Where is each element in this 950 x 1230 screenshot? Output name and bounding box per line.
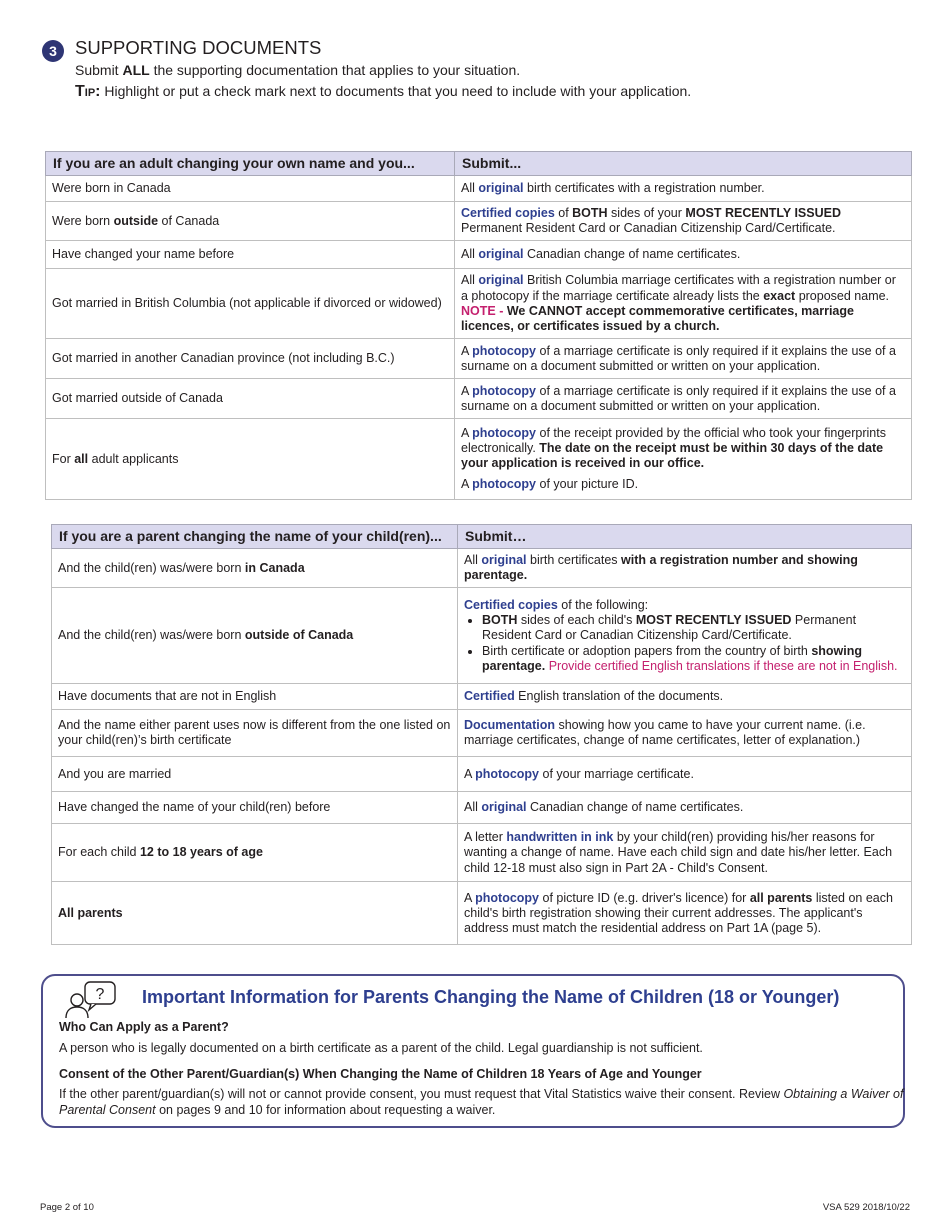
info-heading-who-can-apply: Who Can Apply as a Parent? xyxy=(59,1020,229,1034)
text-run: A xyxy=(464,766,476,781)
highlight-term: original xyxy=(478,273,524,288)
submit-text xyxy=(461,202,905,240)
text-run: outside xyxy=(113,213,159,228)
situation-cell xyxy=(52,549,458,588)
text-run: sides of each child's xyxy=(517,613,636,628)
form-code: VSA 529 2018/10/22 xyxy=(822,1202,910,1213)
table-row xyxy=(52,588,912,684)
table-row xyxy=(52,824,912,882)
text-run: A xyxy=(461,425,473,440)
text-run: A xyxy=(461,343,473,358)
parent-question-icon xyxy=(63,980,117,1020)
highlight-term: photocopy xyxy=(472,425,537,440)
situation-cell: Got married in British Columbia (not applicable if divorced or widowed) xyxy=(46,269,455,339)
list-item xyxy=(482,644,905,674)
adult-table-header-right: Submit... xyxy=(455,152,912,176)
text-run: MOST RECENTLY ISSUED xyxy=(685,206,841,220)
text-run: showing parentage. xyxy=(482,643,863,673)
text-run: A xyxy=(464,890,476,905)
text-run: all xyxy=(74,451,89,466)
table-row xyxy=(52,684,912,710)
important-info-box xyxy=(41,974,905,1128)
submit-cell xyxy=(458,588,912,684)
document-bullet-list xyxy=(464,613,905,678)
table-row xyxy=(52,757,912,792)
text-run: with a registration number and showing parentage. xyxy=(464,553,858,583)
submit-cell xyxy=(455,269,912,339)
highlight-term: original xyxy=(478,180,524,195)
situation-cell xyxy=(52,588,458,684)
child-table-header-left: If you are a parent changing the name of your child(ren)... xyxy=(52,525,458,549)
submit-text xyxy=(464,887,905,941)
info-heading-consent: Consent of the Other Parent/Guardian(s) When Changing the Name of Children 18 Years of Age and Younger xyxy=(59,1067,702,1081)
text-run: For each child xyxy=(58,845,140,860)
list-item xyxy=(482,613,905,643)
situation-cell: Have documents that are not in English xyxy=(52,684,458,710)
highlight-term: original xyxy=(478,247,524,262)
text-run: proposed name. xyxy=(795,288,890,303)
submit-cell xyxy=(455,339,912,379)
text-run: birth certificates with a registration number. xyxy=(523,180,765,195)
page-number: Page 2 of 10 xyxy=(40,1202,94,1213)
submit-cell xyxy=(455,202,912,241)
adult-requirements-table xyxy=(45,151,912,500)
highlight-term: Certified copies xyxy=(461,206,555,220)
text-run: adult applicants xyxy=(88,451,179,466)
submit-cell xyxy=(455,241,912,269)
text-run: We CANNOT accept commemorative certificates, marriage licences, or certificates issued by a church. xyxy=(461,303,854,334)
table-row xyxy=(46,379,912,419)
text-run: in Canada xyxy=(244,560,305,575)
text-run: All xyxy=(464,800,482,815)
highlight-term: photocopy xyxy=(472,477,537,492)
text-run: Permanent Resident Card or Canadian Citizenship Card/Certificate. xyxy=(482,613,857,643)
table-row xyxy=(52,882,912,945)
section-tip: Tip: Highlight or put a check mark next to documents that you need to include with your application. xyxy=(75,83,692,100)
text-run: All parents xyxy=(58,905,123,920)
highlight-term: original xyxy=(481,553,527,567)
situation-cell xyxy=(52,882,458,945)
table-row xyxy=(46,269,912,339)
submit-cell xyxy=(458,824,912,882)
text-run: of xyxy=(554,206,573,220)
submit-text xyxy=(464,685,905,708)
text-run: of your picture ID. xyxy=(536,477,639,492)
situation-cell: And the name either parent uses now is different from the one listed on your child(ren)’s birth certificate xyxy=(52,710,458,757)
text-run: BOTH xyxy=(572,206,608,220)
text-run: A xyxy=(461,383,473,398)
situation-cell xyxy=(46,419,455,500)
text-run: listed on each child's birth registration showing their current addresses. The applicant's address must match the residential address on Part 1A (page 5). xyxy=(464,890,893,935)
info-paragraph-consent: If the other parent/guardian(s) will not or cannot provide consent, you must request that Vital Statistics waive their consent. Review Obtaining a Waiver of Parental Consent on pages 9 and 10 for information about requesting a waiver. xyxy=(59,1087,904,1117)
table-row xyxy=(52,710,912,757)
text-run: outside of Canada xyxy=(244,628,354,643)
submit-text xyxy=(464,826,905,880)
submit-text xyxy=(464,594,905,613)
text-run: of a marriage certificate is only required if it explains the use of a surname on a document submitted or written on your application. xyxy=(461,343,896,373)
text-run: of the following: xyxy=(557,597,649,612)
highlight-term: Certified xyxy=(464,689,515,704)
submit-text xyxy=(464,549,905,587)
text-run: of a marriage certificate is only required if it explains the use of a surname on a document submitted or written on your application. xyxy=(461,383,896,413)
highlight-term: Documentation xyxy=(464,718,555,733)
submit-text xyxy=(461,177,905,200)
submit-text xyxy=(464,714,905,752)
info-title: Important Information for Parents Changing the Name of Children (18 or Younger) xyxy=(142,987,840,1007)
text-run: Canadian change of name certificates. xyxy=(523,247,741,262)
text-run: all parents xyxy=(749,890,813,905)
table-row xyxy=(46,419,912,500)
text-run: Canadian change of name certificates. xyxy=(526,800,744,815)
submit-cell xyxy=(455,176,912,202)
situation-cell xyxy=(46,202,455,241)
submit-cell xyxy=(458,710,912,757)
text-run: BOTH xyxy=(482,613,518,628)
table-row xyxy=(52,549,912,588)
section-instruction: Submit ALL the supporting documentation that applies to your situation. xyxy=(75,62,521,78)
text-run: showing how you came to have your current name. (i.e. marriage certificates, change of name certificates, letter of explanation.) xyxy=(464,718,866,748)
text-run: exact xyxy=(763,288,796,303)
submit-text xyxy=(461,380,905,418)
text-run: of the receipt provided by the official who took your fingerprints electronically. xyxy=(461,425,886,456)
submit-text xyxy=(464,763,905,786)
text-run: And the child(ren) was/were born xyxy=(58,628,245,643)
info-paragraph-who-can-apply: A person who is legally documented on a birth certificate as a parent of the child. Legal guardianship is not sufficient. xyxy=(59,1041,703,1055)
text-run: 12 to 18 years of age xyxy=(139,845,263,860)
highlight-term: photocopy xyxy=(472,383,537,398)
situation-cell xyxy=(52,824,458,882)
text-run: All xyxy=(464,553,482,567)
submit-text xyxy=(464,796,905,819)
text-run: MOST RECENTLY ISSUED xyxy=(635,613,792,628)
text-run: Were born xyxy=(52,213,114,228)
text-run: English translation of the documents. xyxy=(514,689,724,704)
text-run: of your marriage certificate. xyxy=(539,766,694,781)
text-run: All xyxy=(461,180,479,195)
child-table-header-right: Submit… xyxy=(458,525,912,549)
submit-text xyxy=(461,269,905,338)
submit-text xyxy=(461,477,905,496)
svg-text:?: ? xyxy=(95,986,105,1003)
situation-cell: Have changed the name of your child(ren) before xyxy=(52,792,458,824)
submit-cell xyxy=(458,549,912,588)
submit-cell xyxy=(458,882,912,945)
text-run: A xyxy=(461,477,473,492)
situation-cell: Got married in another Canadian province (not including B.C.) xyxy=(46,339,455,379)
child-requirements-table xyxy=(51,524,912,945)
situation-cell: Were born in Canada xyxy=(46,176,455,202)
submit-text xyxy=(461,422,905,472)
text-run: NOTE - xyxy=(461,303,507,318)
situation-cell: Have changed your name before xyxy=(46,241,455,269)
text-run: All xyxy=(461,273,479,288)
situation-cell: And you are married xyxy=(52,757,458,792)
text-run: by your child(ren) providing his/her reasons for wanting a change of name. Have each child sign and date his/her letter. Each child 12-18 must also sign in Part 2A - Child's Consent. xyxy=(464,830,893,875)
table-row xyxy=(46,339,912,379)
submit-cell xyxy=(455,419,912,500)
text-run: For xyxy=(52,451,75,466)
text-run: Permanent Resident Card or Canadian Citizenship Card/Certificate. xyxy=(461,221,836,236)
highlight-term: photocopy xyxy=(475,766,540,781)
text-run: Birth certificate or adoption papers from the country of birth xyxy=(482,643,812,658)
text-run: All xyxy=(461,247,479,262)
highlight-term: original xyxy=(481,800,527,815)
table-row xyxy=(46,241,912,269)
text-run: birth certificates xyxy=(526,553,622,567)
highlight-term: handwritten in ink xyxy=(506,830,614,845)
highlight-term: photocopy xyxy=(475,890,540,905)
text-run: of Canada xyxy=(158,213,220,228)
submit-cell xyxy=(458,792,912,824)
text-run: British Columbia marriage certificates with a registration number or a photocopy if the marriage certificate already lists the xyxy=(461,273,896,303)
highlight-term: Certified copies xyxy=(464,597,558,612)
section-number-badge: 3 xyxy=(42,40,64,62)
section-title: SUPPORTING DOCUMENTS xyxy=(75,37,322,58)
adult-table-header-left: If you are an adult changing your own name and you... xyxy=(46,152,455,176)
text-run: of picture ID (e.g. driver's licence) for xyxy=(539,890,750,905)
submit-cell xyxy=(458,757,912,792)
submit-cell xyxy=(458,684,912,710)
situation-cell: Got married outside of Canada xyxy=(46,379,455,419)
text-run: sides of your xyxy=(607,206,686,220)
text-run: The date on the receipt must be within 30 days of the date your application is received in our office. xyxy=(461,441,884,471)
submit-cell xyxy=(455,379,912,419)
submit-text xyxy=(461,340,905,378)
text-run: And the child(ren) was/were born xyxy=(58,560,245,575)
text-run: Provide certified English translations if these are not in English. xyxy=(545,658,898,673)
highlight-term: photocopy xyxy=(472,343,537,358)
submit-text xyxy=(461,243,905,266)
table-row xyxy=(52,792,912,824)
table-row xyxy=(46,202,912,241)
text-run: A letter xyxy=(464,830,507,845)
table-row xyxy=(46,176,912,202)
